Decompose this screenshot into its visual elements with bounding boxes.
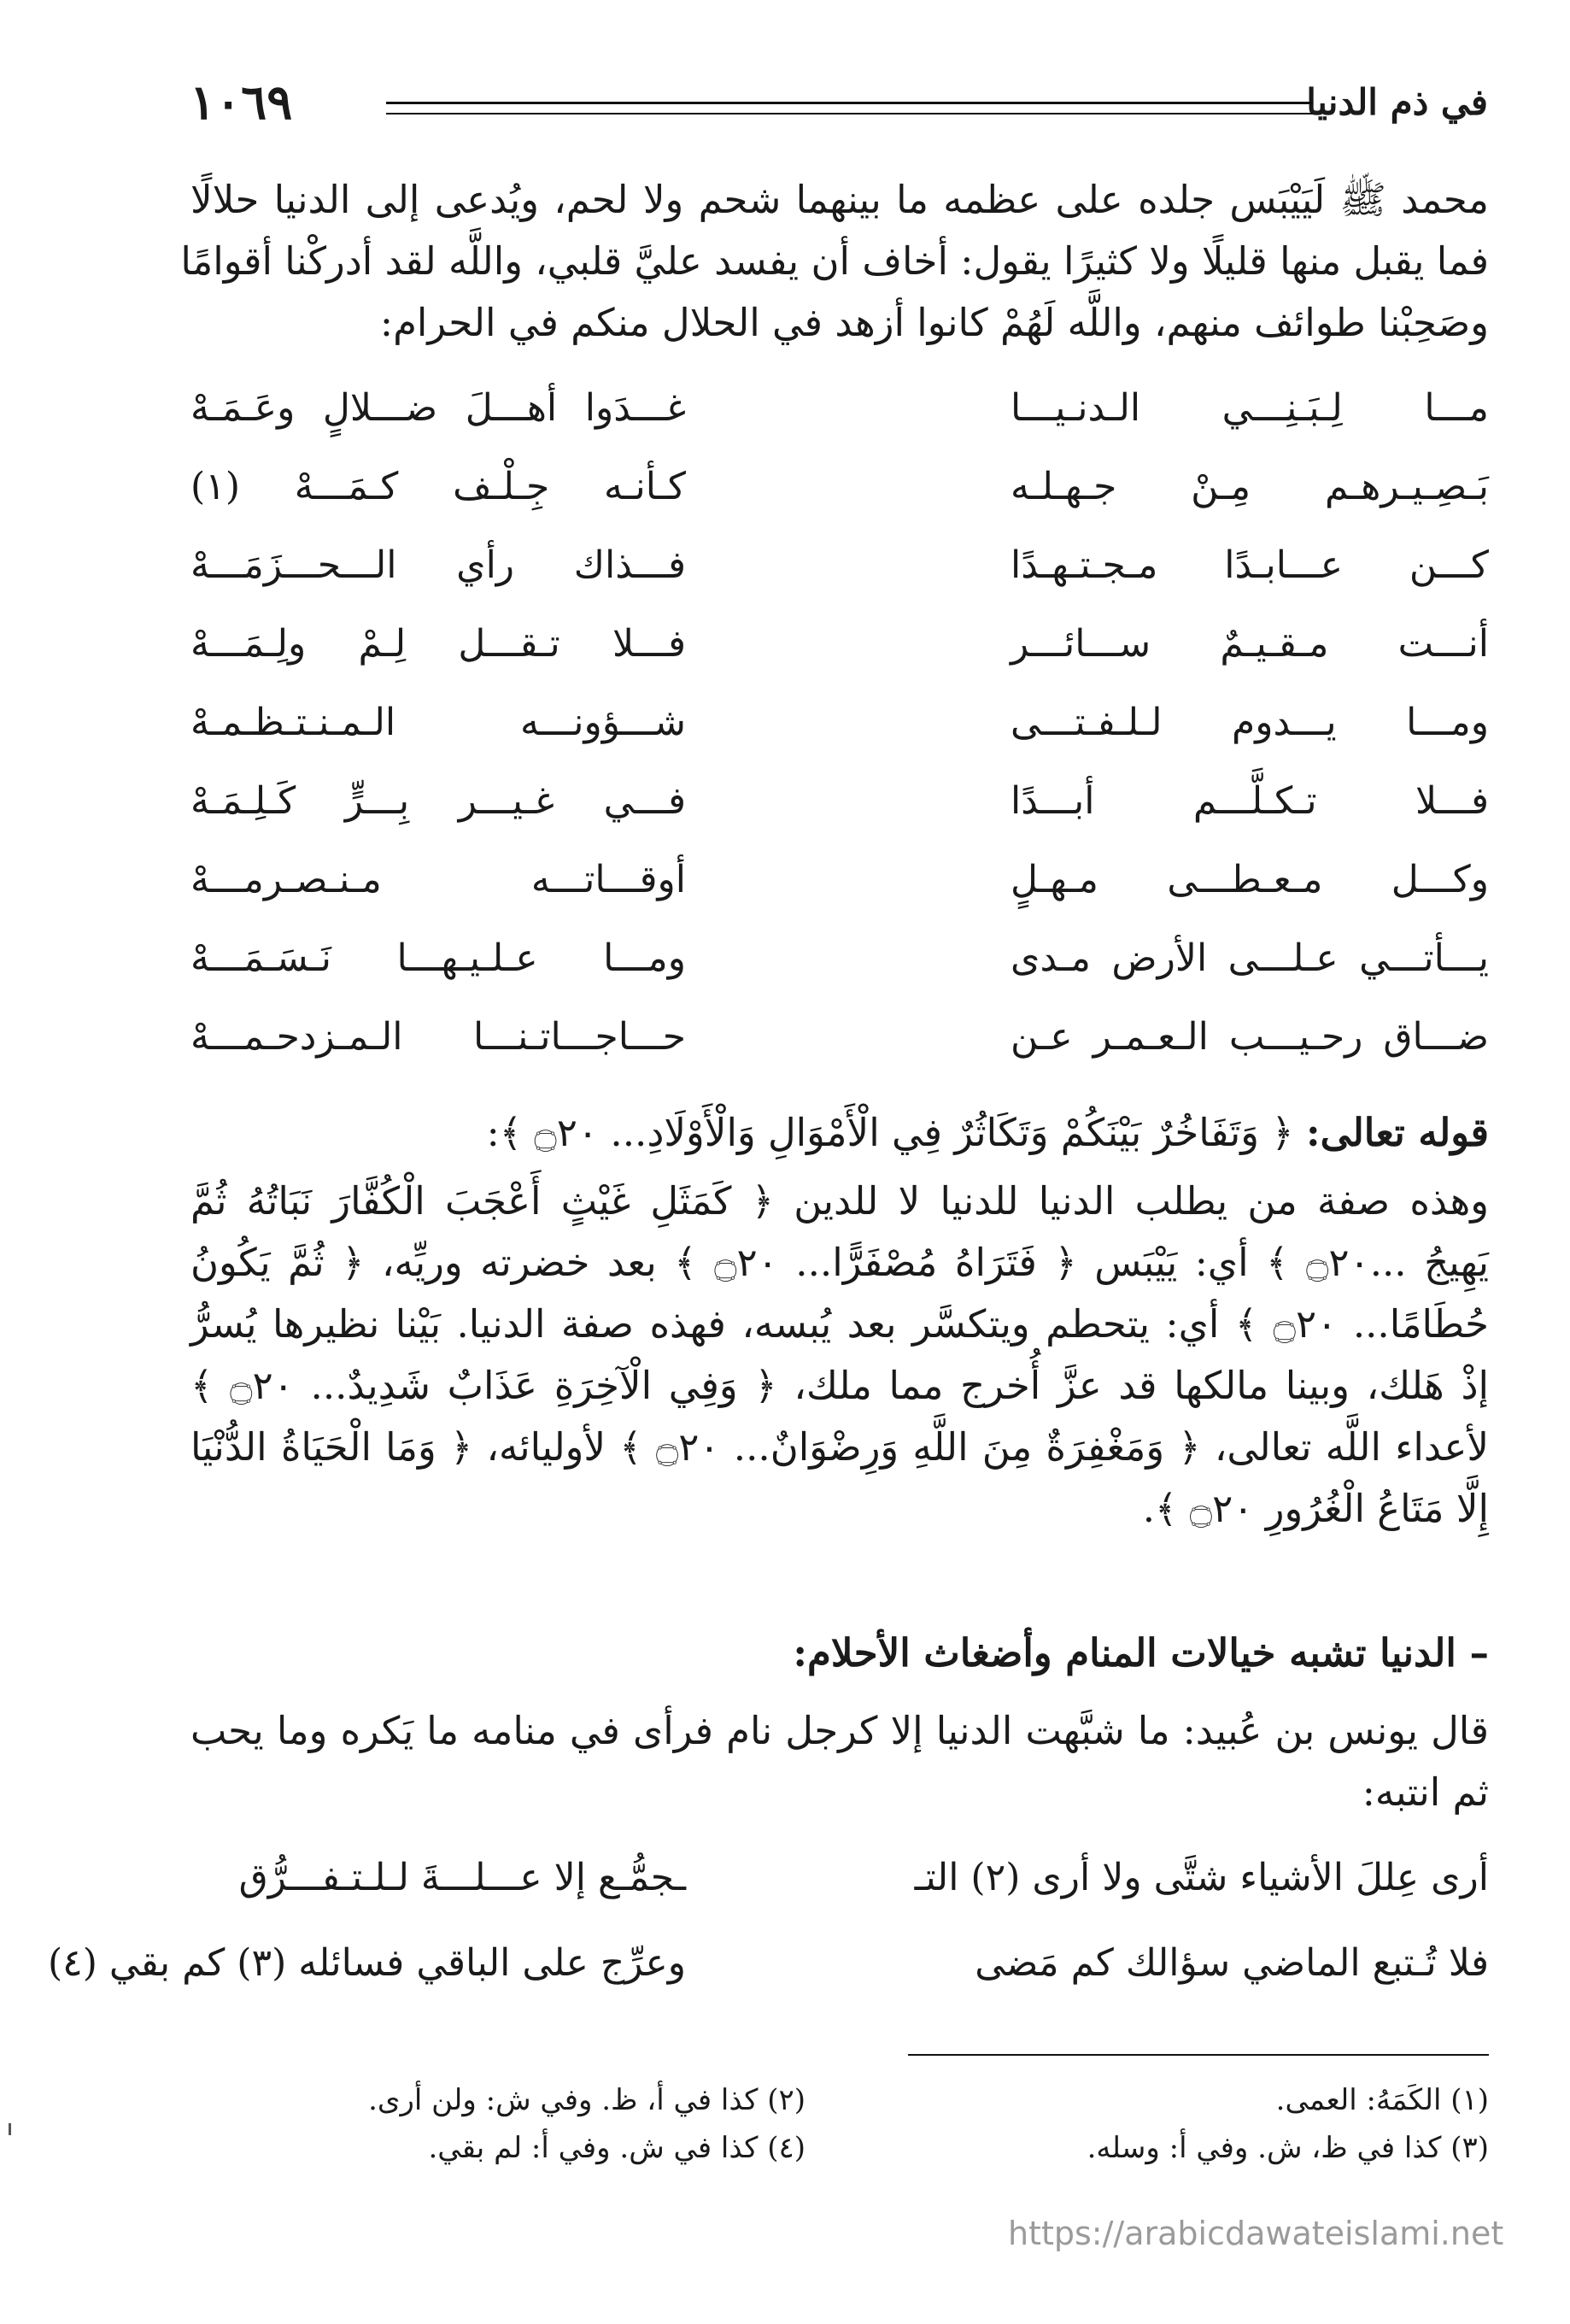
paragraph-2 [190, 1171, 1489, 1540]
hemistich-second: وعرِّج على الباقي فسائله (٣) كم بقي (٤) [47, 1941, 686, 1985]
text-line: قال يونس بن عُبيد: ما شبَّهت الدنيا إلا كرجل نام فرأى في منامه ما يَكره وما يحب [190, 1708, 1489, 1753]
quran-quote-line [190, 1102, 1489, 1164]
poem-1 [190, 386, 1489, 1094]
verse [190, 858, 1489, 936]
verse [190, 1856, 1489, 1941]
hemistich-first: يـــأتـــي عـلـــى الأرض مـدى [1011, 936, 1489, 980]
hemistich-first: أرى عِللَ الأشياء شتَّى ولا أرى (٢) التـ [914, 1856, 1489, 1899]
hemistich-first: بَـصِـيـرهـم مِـنْ جـهـلـه [1011, 465, 1489, 508]
hemistich-second: ـجمُّـع إلا عـــلـــةَ لـلـتـفـــرُّق [238, 1856, 686, 1899]
header-rule [386, 102, 1313, 114]
verse [190, 936, 1489, 1015]
hemistich-second: كـأنـه جِـلْـف كـمَـــهْ (١) [190, 465, 686, 508]
text-line: فما يقبل منها قليلًا ولا كثيرًا يقول: أخاف أن يفسد عليَّ قلبي، واللَّه لقد أدركْنا أقوامًا [180, 238, 1489, 284]
footnote: (٢) كذا في أ، ظ. وفي ش: ولن أرى. [368, 2083, 806, 2117]
text-line: ثم انتبه: [1362, 1769, 1489, 1815]
verse [190, 779, 1489, 858]
verse [190, 465, 1489, 543]
hemistich-first: ومـــا يـــدوم لـلـفـتـــى [1011, 701, 1489, 744]
hemistich-first: كـــن عـــابـدًا مـجـتـهـدًا [1011, 543, 1489, 587]
hemistich-first: ضـــاق رحـيـــب الـعـمـر عـن [1011, 1015, 1489, 1059]
footnote: (٤) كذا في ش. وفي أ: لم بقي. [428, 2131, 806, 2165]
verse [190, 543, 1489, 622]
hemistich-second: أوقـــاتـــه مـنـصـرمـــهْ [190, 858, 686, 901]
hemistich-first: فـــلا تـكـلَّـــم أبـــدًا [1011, 779, 1489, 823]
text-line: وهذه صفة من يطلب الدنيا للدنيا لا للدين ﴿ كَمَثَلِ غَيْثٍ أَعْجَبَ الْكُفَّارَ نَبَاتُهُ ثُمَّ [190, 1178, 1489, 1224]
running-title: في ذم الدنيا [1306, 81, 1488, 123]
text-line: يَهِيجُ ...۝٢٠ ﴾ أي: يَيْبَس ﴿ فَتَرَاهُ مُصْفَرًّا... ۝٢٠ ﴾ بعد خضرته وريِّه، ﴿ ثُمَّ يَكُونُ [190, 1240, 1489, 1285]
verse [190, 701, 1489, 779]
hemistich-second: فـــلا تـقـــل لِـمْ ولِـمَـــهْ [190, 622, 686, 666]
text-line: محمد ﷺ لَيَيْبَس جلده على عظمه ما بينهما شحم ولا لحم، ويُدعى إلى الدنيا حلالًا [190, 177, 1489, 222]
source-watermark: https://arabicdawateislami.net [1008, 2215, 1504, 2252]
hemistich-first: فلا تُـتبع الماضي سؤالك كم مَضى [975, 1941, 1489, 1985]
verse [190, 622, 1489, 701]
paragraph-3 [190, 1700, 1489, 1823]
hemistich-second: فـــذاك رأي الـــحـــزَمَـــهْ [190, 543, 686, 587]
verse [190, 386, 1489, 465]
page-number: ١٠٦٩ [190, 74, 293, 131]
hemistich-first: أنـــت مـقـيـمٌ ســـائـــر [1011, 622, 1489, 666]
footnotes [190, 2076, 1489, 2172]
text-line: حُطَامًا... ۝٢٠ ﴾ أي: يتحطم ويتكسَّر بعد يُبسه، فهذه صفة الدنيا. بَيْنا نظيرها يُسرُّ [190, 1301, 1489, 1347]
hemistich-first: وكـــل مـعـطـــى مـهـلٍ [1011, 858, 1489, 901]
quote-label: قوله تعالى: [1305, 1110, 1489, 1155]
hemistich-second: شـــؤونـــه الـمـنـتـظـمـهْ [190, 701, 686, 744]
section-heading: – الدنيا تشبه خيالات المنام وأضغاث الأحلام: [793, 1630, 1489, 1676]
hemistich-second: ومـــا عـلـيـهـــا نَـسَـمَـــهْ [190, 936, 686, 980]
hemistich-second: حـــاجـــاتـنـــا الـمـزدحـمـــهْ [190, 1015, 686, 1059]
scan-margin-mark [9, 2123, 11, 2135]
text-line: إذْ هَلك، وبينا مالكها قد عزَّ أُخرج مما ملك، ﴿ وَفِي الْآخِرَةِ عَذَابٌ شَدِيدٌ... ۝٢٠ ﴾ [190, 1363, 1489, 1408]
poem-2 [47, 1856, 1489, 2027]
verse [47, 1941, 1489, 2027]
hemistich-second: غـــدَوا أهـــلَ ضـــلالٍ وعَـمَـهْ [190, 386, 686, 430]
quote-text: ﴿ وَتَفَاخُرٌ بَيْنَكُمْ وَتَكَاثُرٌ فِي الْأَمْوَالِ وَالْأَوْلَادِ... ۝٢٠ ﴾: [486, 1110, 1294, 1155]
footnote-row [190, 2124, 1489, 2172]
hemistich-second: فـــي غـيـــر بِـــرٍّ كَـلِـمَـهْ [190, 779, 686, 823]
verse [190, 1015, 1489, 1094]
text-line: إِلَّا مَتَاعُ الْغُرُورِ ۝٢٠ ﴾. [1142, 1486, 1489, 1531]
text-line: لأعداء اللَّه تعالى، ﴿ وَمَغْفِرَةٌ مِنَ اللَّهِ وَرِضْوَانٌ... ۝٢٠ ﴾ لأوليائه، ﴿ وَمَا الْحَيَاةُ الدُّنْيَا [190, 1424, 1489, 1470]
paragraph-1 [180, 169, 1489, 354]
footnote-rule [908, 2054, 1489, 2056]
footnote: (٣) كذا في ظ، ش. وفي أ: وسله. [1087, 2131, 1489, 2165]
page-header [190, 74, 1488, 132]
footnote-row [190, 2076, 1489, 2124]
hemistich-first: مـــا لِـبَـنِـــي الـدنـيـــا [1011, 386, 1489, 430]
footnote: (١) الكَمَهُ: العمى. [1275, 2083, 1489, 2117]
text-line: وصَحِبْنا طوائف منهم، واللَّه لَهُمْ كانوا أزهد في الحلال منكم في الحرام: [379, 300, 1489, 345]
